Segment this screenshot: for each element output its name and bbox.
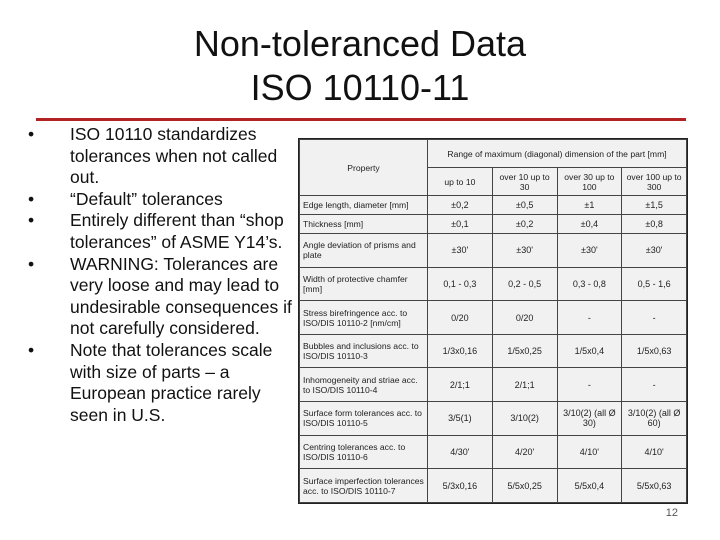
table-cell: 1/5x0,4 bbox=[557, 334, 622, 368]
table-cell: - bbox=[622, 301, 687, 335]
property-header: Property bbox=[300, 140, 428, 196]
table-cell: ±30' bbox=[492, 234, 557, 268]
table-row bbox=[300, 334, 687, 368]
bullet-item bbox=[28, 210, 300, 253]
bullet-item bbox=[28, 189, 300, 211]
table-cell: ±1,5 bbox=[622, 196, 687, 215]
table-cell: 4/10' bbox=[557, 435, 622, 469]
bullet-icon: • bbox=[28, 210, 35, 231]
table-cell: 3/10(2) (all Ø 30) bbox=[557, 402, 622, 436]
table-row bbox=[300, 215, 687, 234]
bullet-item bbox=[28, 254, 300, 340]
table-cell: 0,1 - 0,3 bbox=[428, 267, 493, 301]
table-cell: 5/3x0,16 bbox=[428, 469, 493, 503]
table-row bbox=[300, 469, 687, 503]
table-cell: 5/5x0,4 bbox=[557, 469, 622, 503]
table-cell: 1/5x0,63 bbox=[622, 334, 687, 368]
table-cell: ±1 bbox=[557, 196, 622, 215]
bullet-text: Entirely different than “shop tolerances” of ASME Y14’s. bbox=[70, 210, 284, 252]
table-cell: ±0,5 bbox=[492, 196, 557, 215]
row-property: Thickness [mm] bbox=[300, 215, 428, 234]
table-cell: ±0,4 bbox=[557, 215, 622, 234]
table-cell: 3/10(2) bbox=[492, 402, 557, 436]
tolerance-table bbox=[299, 139, 687, 503]
bullet-icon: • bbox=[28, 339, 35, 360]
title-line-2: ISO 10110-11 bbox=[250, 67, 470, 108]
column-header: over 30 up to 100 bbox=[557, 168, 622, 196]
table-cell: ±0,2 bbox=[428, 196, 493, 215]
bullet-text: WARNING: Tolerances are very loose and may lead to undesirable consequences if not carefully considered. bbox=[70, 253, 292, 339]
column-header: over 100 up to 300 bbox=[622, 168, 687, 196]
bullet-list bbox=[28, 124, 300, 426]
table-cell: 1/3x0,16 bbox=[428, 334, 493, 368]
tolerance-table-image bbox=[298, 138, 688, 504]
column-header: over 10 up to 30 bbox=[492, 168, 557, 196]
table-cell: ±30' bbox=[428, 234, 493, 268]
row-property: Edge length, diameter [mm] bbox=[300, 196, 428, 215]
row-property: Surface form tolerances acc. to ISO/DIS 10110-5 bbox=[300, 402, 428, 436]
table-row bbox=[300, 301, 687, 335]
table-cell: ±0,1 bbox=[428, 215, 493, 234]
table-cell: ±0,2 bbox=[492, 215, 557, 234]
row-property: Angle deviation of prisms and plate bbox=[300, 234, 428, 268]
bullet-icon: • bbox=[28, 124, 35, 144]
table-row bbox=[300, 196, 687, 215]
bullet-item bbox=[28, 124, 300, 189]
table-cell: ±0,8 bbox=[622, 215, 687, 234]
row-property: Stress birefringence acc. to ISO/DIS 10110-2 [nm/cm] bbox=[300, 301, 428, 335]
table-cell: 0/20 bbox=[492, 301, 557, 335]
table-cell: 5/5x0,25 bbox=[492, 469, 557, 503]
table-cell: 4/20' bbox=[492, 435, 557, 469]
slide-title bbox=[0, 22, 720, 110]
table-row bbox=[300, 435, 687, 469]
column-header: up to 10 bbox=[428, 168, 493, 196]
table-cell: - bbox=[557, 368, 622, 402]
table-cell: ±30' bbox=[622, 234, 687, 268]
table-row bbox=[300, 368, 687, 402]
title-line-1: Non-toleranced Data bbox=[193, 23, 527, 64]
table-cell: 0,3 - 0,8 bbox=[557, 267, 622, 301]
table-row bbox=[300, 267, 687, 301]
bullet-item bbox=[28, 340, 300, 426]
bullet-text: “Default” tolerances bbox=[70, 188, 223, 209]
table-cell: 5/5x0,63 bbox=[622, 469, 687, 503]
bullet-text: ISO 10110 standardizes tolerances when not called out. bbox=[70, 124, 278, 188]
range-header: Range of maximum (diagonal) dimension of the part [mm] bbox=[428, 140, 687, 168]
page-number: 12 bbox=[665, 507, 678, 519]
table-cell: 2/1;1 bbox=[492, 368, 557, 402]
bullet-text: Note that tolerances scale with size of parts – a European practice rarely seen in U.S. bbox=[70, 339, 273, 425]
row-property: Surface imperfection tolerances acc. to ISO/DIS 10110-7 bbox=[300, 469, 428, 503]
table-cell: 3/5(1) bbox=[428, 402, 493, 436]
table-cell: 3/10(2) (all Ø 60) bbox=[622, 402, 687, 436]
table-cell: 0/20 bbox=[428, 301, 493, 335]
table-cell: 4/10' bbox=[622, 435, 687, 469]
row-property: Bubbles and inclusions acc. to ISO/DIS 10110-3 bbox=[300, 334, 428, 368]
title-divider bbox=[36, 118, 686, 121]
bullet-icon: • bbox=[28, 188, 35, 209]
table-cell: 4/30' bbox=[428, 435, 493, 469]
table-cell: - bbox=[557, 301, 622, 335]
table-cell: 1/5x0,25 bbox=[492, 334, 557, 368]
table-row bbox=[300, 234, 687, 268]
table-cell: 2/1;1 bbox=[428, 368, 493, 402]
row-property: Width of protective chamfer [mm] bbox=[300, 267, 428, 301]
table-cell: ±30' bbox=[557, 234, 622, 268]
table-cell: - bbox=[622, 368, 687, 402]
table-row bbox=[300, 402, 687, 436]
row-property: Inhomogeneity and striae acc. to ISO/DIS 10110-4 bbox=[300, 368, 428, 402]
row-property: Centring tolerances acc. to ISO/DIS 10110-6 bbox=[300, 435, 428, 469]
table-cell: 0,5 - 1,6 bbox=[622, 267, 687, 301]
table-cell: 0,2 - 0,5 bbox=[492, 267, 557, 301]
bullet-icon: • bbox=[28, 253, 35, 274]
